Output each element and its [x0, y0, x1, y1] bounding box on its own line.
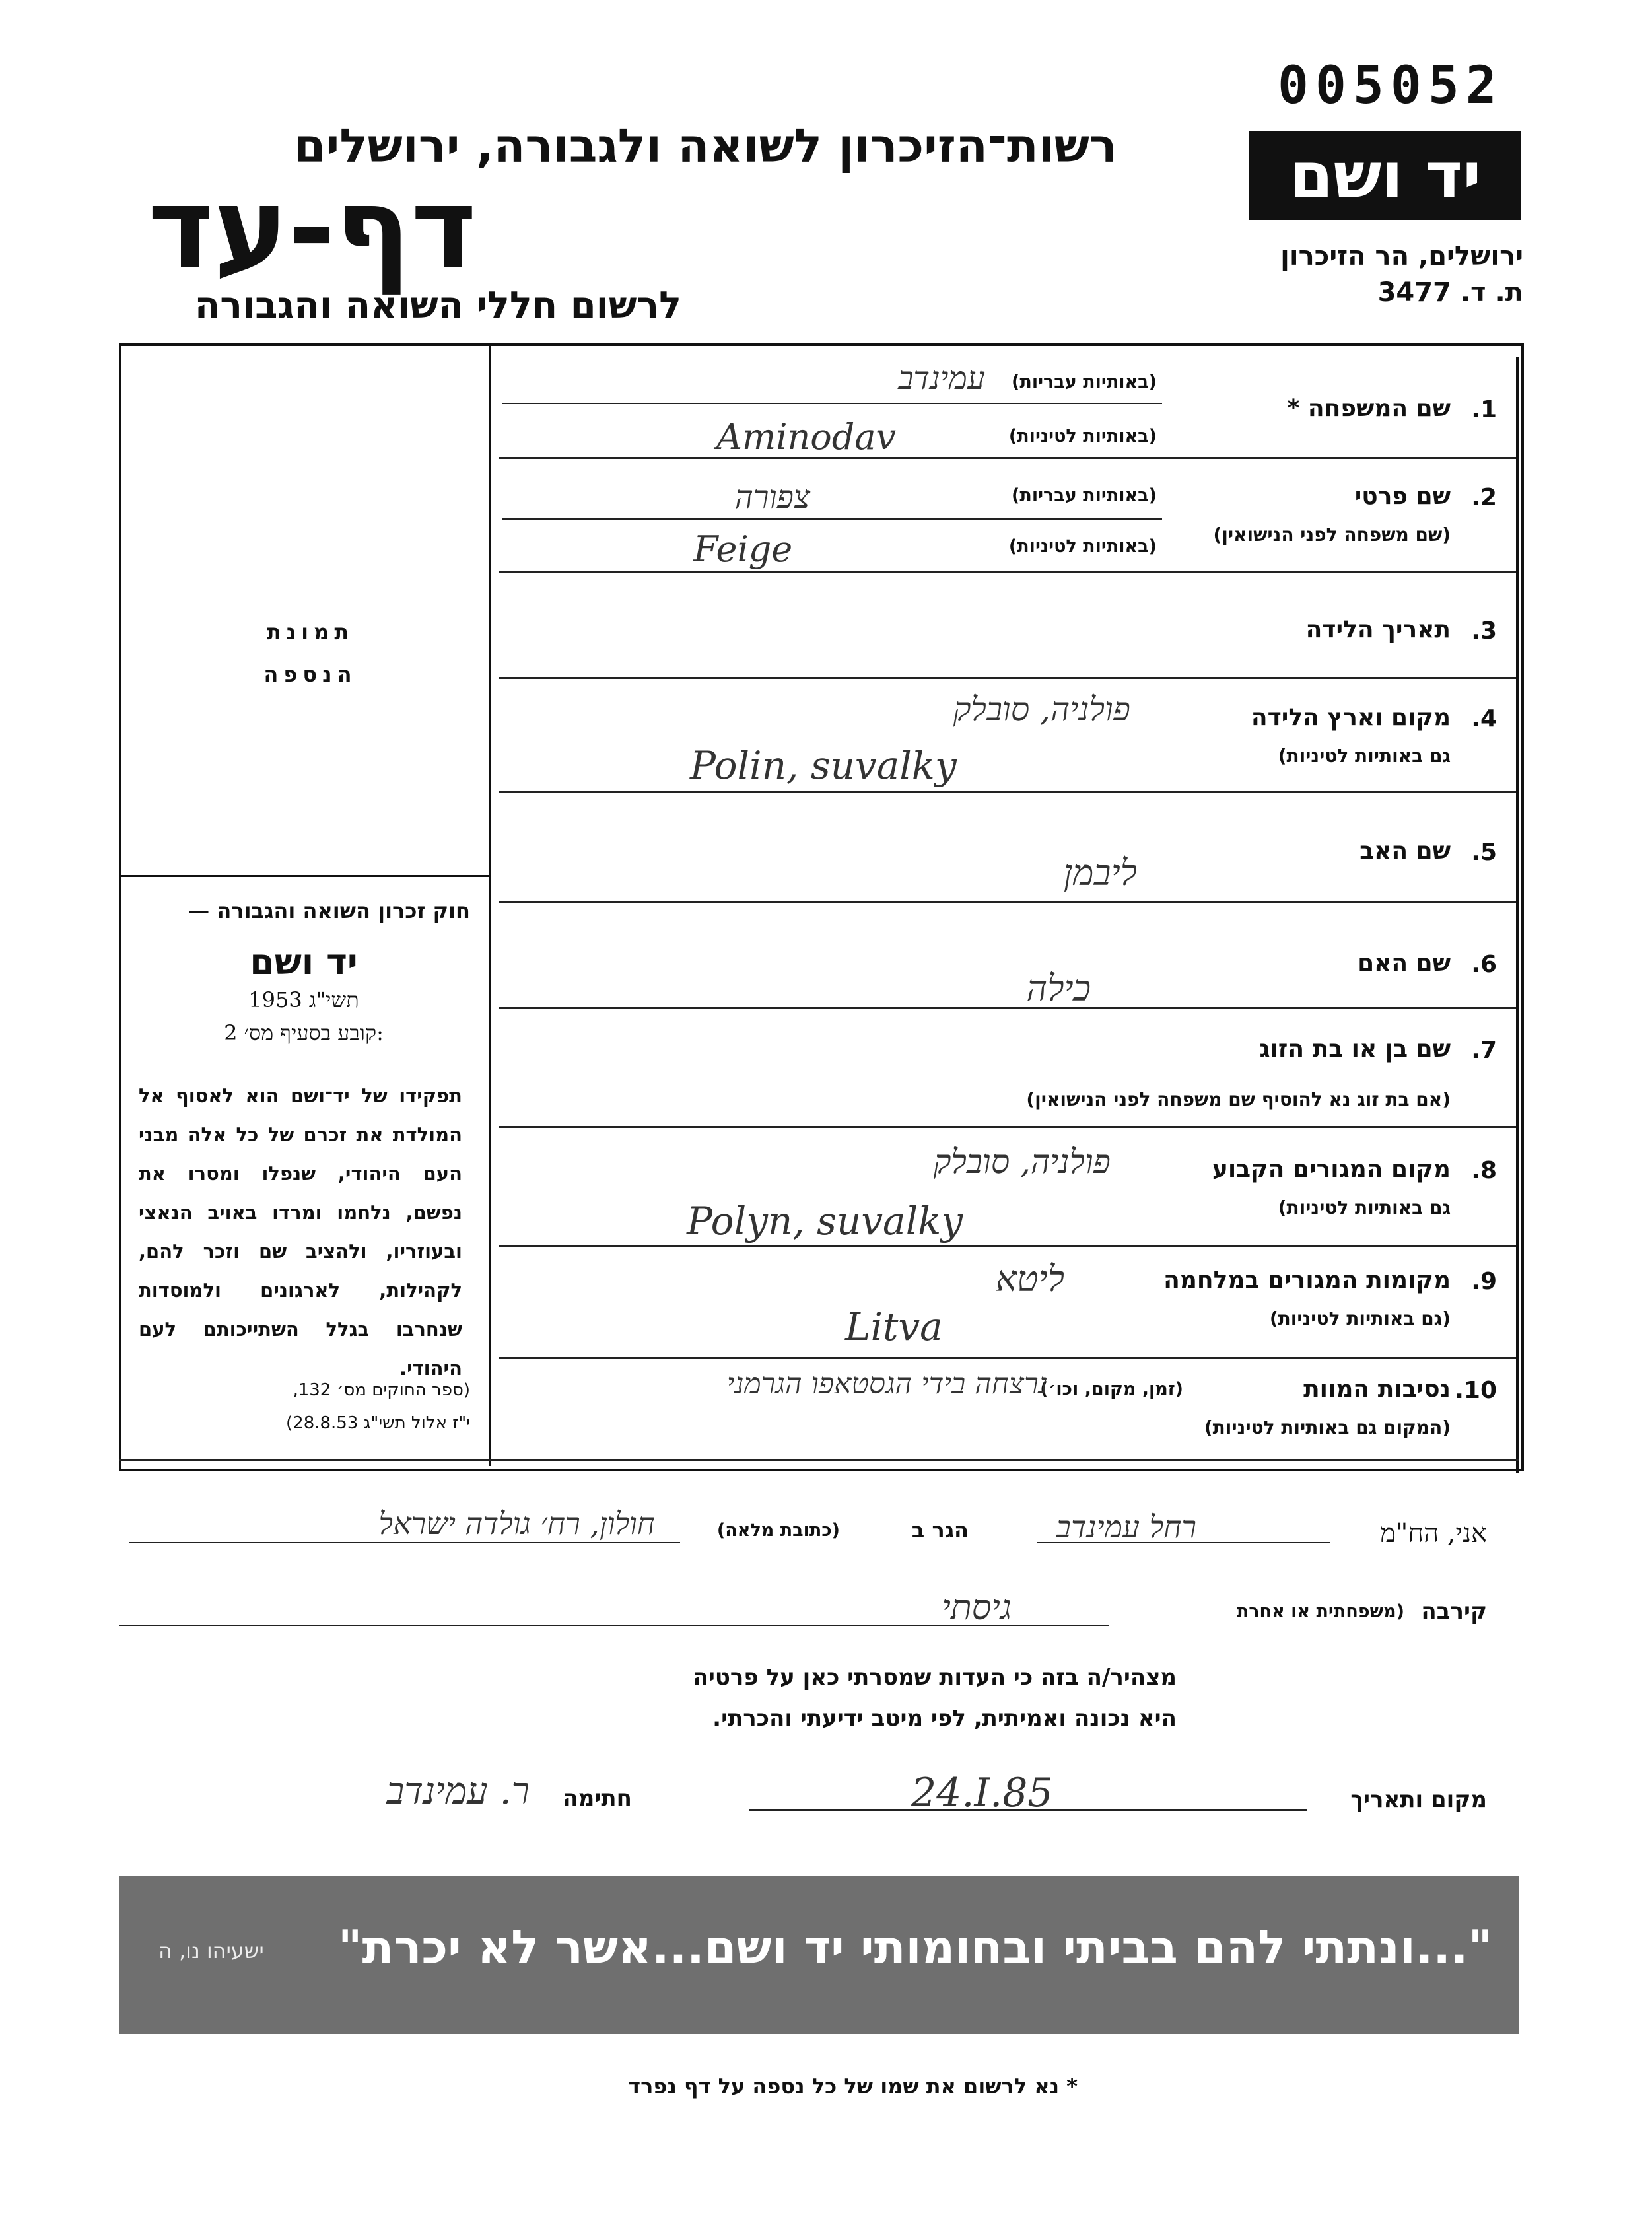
row-divider — [499, 1357, 1516, 1359]
row-divider — [499, 1007, 1516, 1009]
signature-value[interactable]: ר. עמינדב — [386, 1770, 530, 1813]
field-1-hebrew-sublabel: (באותיות עבריות) — [1012, 372, 1157, 392]
row-divider — [499, 1126, 1516, 1128]
statement-line-2: היא נכונה ואמיתית, לפי מיטב ידיעתי והכרתי. — [712, 1705, 1177, 1732]
wartime-residence-latin-value[interactable]: Litva — [845, 1304, 943, 1349]
signature-label: חתימה — [563, 1785, 632, 1811]
field-7-number: 7. — [1471, 1037, 1497, 1064]
declarant-address-value[interactable]: חולון, רח׳ גולדה ישראל — [378, 1506, 655, 1541]
yad-vashem-logo — [1249, 131, 1521, 220]
field-8-sublabel: גם באותיות לטיניות) — [1278, 1197, 1451, 1218]
resides-label: הגר ב — [911, 1518, 969, 1543]
surname-latin-value[interactable]: Aminodav — [716, 416, 897, 458]
law-reference-1: (ספר החוקים מס׳ 132, — [293, 1380, 470, 1400]
statement-line-1: מצהיר/ה בזה כי העדות שמסרתי כאן על פרטיה — [693, 1664, 1177, 1691]
field-7-label: שם בן או בת הזוג — [1259, 1036, 1451, 1063]
declarant-name-value[interactable]: רחל עמינדב — [1056, 1509, 1196, 1545]
birthplace-hebrew-value[interactable]: פולניה, סובלק — [953, 690, 1130, 728]
law-box-rule — [119, 875, 489, 877]
residence-latin-value[interactable]: Polyn, suvalky — [687, 1199, 963, 1244]
field-3-number: 3. — [1471, 617, 1497, 645]
form-subtitle: לרשום חללי השואה והגבורה — [194, 284, 681, 327]
law-name: יד ושם — [250, 941, 358, 983]
mother-name-value[interactable]: כילה — [1026, 967, 1091, 1009]
field-1-latin-sublabel: (באותיות לטיניות) — [1008, 426, 1157, 446]
form-title: דף-עד — [147, 164, 477, 295]
banner-source: ישעיהו נו, ה — [158, 1938, 264, 1963]
field-4-label: מקום וארץ הלידה — [1251, 704, 1451, 731]
law-text: תפקידו של יד־ושם הוא לאסוף אל המולדת את זכרם של כל אלה מבני העם היהודי, שנפלו ומסרו את נפשם, נלחמו ומרדו באויב הנאצי ובעוזריו, ולהציב שם וזכר להם, לקהילות, לארגונים ולמוסדות שנחרבו בגלל השתייכותם לעם היהודי. — [139, 1084, 462, 1380]
law-year: תשי"ג 1953 — [248, 987, 359, 1012]
field-10-label: נסיבות המוות — [1303, 1376, 1451, 1403]
field-5-number: 5. — [1471, 839, 1497, 866]
relation-paren-label: (משפחתית או אחרת — [1236, 1601, 1404, 1622]
row-divider — [499, 677, 1516, 679]
death-circumstances-value[interactable]: נרצחה בידי הגסטאפו הגרמני — [726, 1367, 1048, 1401]
law-clause: קובע בסעיף מס׳ 2: — [224, 1020, 384, 1045]
wartime-residence-hebrew-value[interactable]: ליטא — [995, 1258, 1064, 1300]
photo-placeholder-label: תמונת הנספה — [263, 619, 357, 687]
footnote: * נא לרשום את שמו של כל נספה על דף נפרד — [628, 2074, 1078, 2099]
field-6-label: שם האם — [1358, 950, 1451, 977]
field-2-latin-sublabel: (באותיות לטיניות) — [1008, 536, 1157, 557]
address-label: (כתובת מלאה) — [716, 1520, 840, 1541]
relation-value[interactable]: גיסתי — [942, 1588, 1012, 1628]
residence-hebrew-value[interactable]: פולניה, סובלק — [933, 1142, 1111, 1181]
field-1-number: 1. — [1471, 396, 1497, 423]
column-divider — [489, 343, 491, 1466]
field-2-sublabel: (שם משפחה לפני הנישואין) — [1213, 524, 1451, 545]
field-3-label: תאריך הלידה — [1305, 616, 1451, 643]
right-frame-edge — [1516, 357, 1519, 1473]
row-divider — [499, 1245, 1516, 1247]
relation-label: קירבה — [1421, 1598, 1487, 1625]
field-8-number: 8. — [1471, 1157, 1497, 1184]
place-date-label: מקום ותאריך — [1350, 1786, 1487, 1813]
row-divider — [499, 791, 1516, 793]
field-4-sublabel: גם באותיות לטיניות) — [1278, 745, 1451, 767]
field-9-label: מקומות המגורים במלחמה — [1163, 1267, 1451, 1294]
field-4-number: 4. — [1471, 705, 1497, 732]
address-line-2: ת. ד. 3477 — [1377, 277, 1523, 308]
quote-banner — [119, 1876, 1519, 2034]
birthplace-latin-value[interactable]: Polin, suvalky — [690, 743, 957, 788]
row-divider — [499, 457, 1516, 459]
logo-text: יד ושם — [1289, 138, 1482, 213]
given-name-hebrew-value[interactable]: צפורה — [734, 479, 810, 516]
field-8-label: מקום המגורים הקבוע — [1212, 1156, 1451, 1183]
field-7-sublabel: (אם בת זוג נא להוסיף שם משפחה לפני הנישואין) — [1026, 1088, 1451, 1110]
field-10-sublabel: (המקום גם באותיות לטיניות) — [1204, 1417, 1451, 1438]
address-line-1: ירושלים, הר הזיכרון — [1280, 241, 1523, 271]
field-1-hebrew-line — [502, 403, 1162, 404]
organization-line: רשות־הזיכרון לשואה ולגבורה, ירושלים — [293, 119, 1117, 173]
field-6-number: 6. — [1471, 951, 1497, 978]
row-divider — [499, 901, 1516, 903]
field-2-number: 2. — [1471, 484, 1497, 511]
field-2-hebrew-line — [502, 518, 1162, 520]
given-name-latin-value[interactable]: Feige — [693, 528, 793, 570]
father-name-value[interactable]: ליבמן — [1063, 852, 1137, 894]
row-divider — [119, 1459, 1519, 1461]
field-9-sublabel: (גם באותיות לטיניות) — [1269, 1308, 1451, 1329]
document-number: 005052 — [1278, 56, 1503, 116]
field-10-number: 10. — [1455, 1377, 1497, 1404]
surname-hebrew-value[interactable]: עמינדב — [898, 360, 985, 397]
field-2-hebrew-sublabel: (באותיות עבריות) — [1012, 485, 1157, 506]
banner-quote: "...ונתתי להם בביתי ובחומותי יד ושם...אשר לא יכרת" — [338, 1920, 1492, 1975]
field-1-label: שם המשפחה * — [1287, 395, 1451, 422]
law-reference-2: י"ז אלול תשי"ג 28.8.53) — [286, 1413, 470, 1433]
address-line — [129, 1542, 680, 1543]
row-divider — [499, 571, 1516, 573]
field-9-number: 9. — [1471, 1268, 1497, 1295]
declarant-label: אני, הח"מ — [1380, 1518, 1487, 1549]
place-date-value[interactable]: 24.I.85 — [911, 1770, 1053, 1816]
law-heading: חוק זכרון השואה והגבורה — — [188, 898, 470, 923]
field-10-paren-label: (זמן, מקום, וכו׳) — [1040, 1379, 1183, 1399]
field-2-label: שם פרטי — [1354, 483, 1451, 510]
field-5-label: שם האב — [1359, 837, 1451, 864]
